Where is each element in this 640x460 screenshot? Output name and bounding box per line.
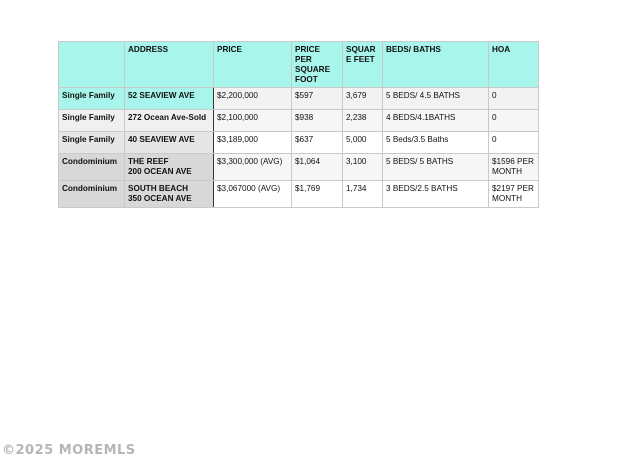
price-per-sqft: $597 [292,88,343,110]
header-address: ADDRESS [125,42,214,88]
square-feet: 3,100 [343,154,383,181]
hoa: 0 [489,132,539,154]
table-row [59,110,539,132]
price: $2,100,000 [214,110,292,132]
address-line-1: THE REEF [128,157,169,167]
header-beds-baths: BEDS/ BATHS [383,42,489,88]
beds-baths: 4 BEDS/4.1BATHS [383,110,489,132]
price: $3,189,000 [214,132,292,154]
table-row [59,132,539,154]
square-feet: 3,679 [343,88,383,110]
header-type [59,42,125,88]
price-per-sqft: $637 [292,132,343,154]
price-per-sqft: $938 [292,110,343,132]
table-row [59,154,539,181]
table-row [59,181,539,208]
address [125,154,214,181]
hoa: 0 [489,88,539,110]
property-type: Condominium [59,181,125,208]
hoa: $2197 PER MONTH [489,181,539,208]
beds-baths: 5 BEDS/ 5 BATHS [383,154,489,181]
address-line-1: SOUTH BEACH [128,184,189,194]
address: 272 Ocean Ave-Sold [125,110,214,132]
price: $3,300,000 (AVG) [214,154,292,181]
property-type: Condominium [59,154,125,181]
address-line-2: 350 OCEAN AVE [128,193,192,203]
property-type: Single Family [59,88,125,110]
property-type: Single Family [59,132,125,154]
header-price-per-sqft: PRICE PER SQUARE FOOT [292,42,343,88]
header-price: PRICE [214,42,292,88]
square-feet: 1,734 [343,181,383,208]
comparison-table [58,41,539,208]
price-per-sqft: $1,769 [292,181,343,208]
price: $2,200,000 [214,88,292,110]
square-feet: 2,238 [343,110,383,132]
header-sqft: SQUAR E FEET [343,42,383,88]
address: 40 SEAVIEW AVE [125,132,214,154]
beds-baths: 3 BEDS/2.5 BATHS [383,181,489,208]
price: $3,067000 (AVG) [214,181,292,208]
address: 52 SEAVIEW AVE [125,88,214,110]
header-hoa: HOA [489,42,539,88]
beds-baths: 5 BEDS/ 4.5 BATHS [383,88,489,110]
square-feet: 5,000 [343,132,383,154]
table-row [59,88,539,110]
property-type: Single Family [59,110,125,132]
copyright-watermark: ©2025 MOREMLS [2,443,136,458]
address [125,181,214,208]
hoa: $1596 PER MONTH [489,154,539,181]
address-line-2: 200 OCEAN AVE [128,167,192,177]
beds-baths: 5 Beds/3.5 Baths [383,132,489,154]
hoa: 0 [489,110,539,132]
table-header-row [59,42,539,88]
price-per-sqft: $1,064 [292,154,343,181]
